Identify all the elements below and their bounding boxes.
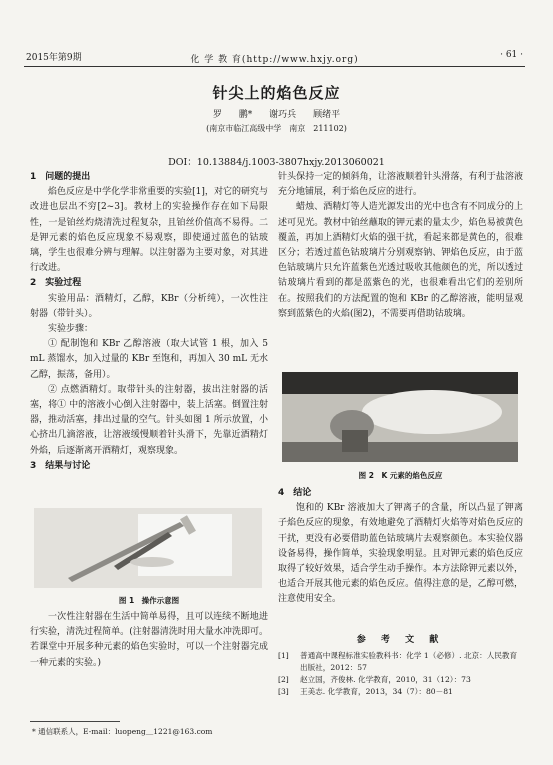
- reference-list: [278, 650, 523, 698]
- article-title: 针尖上的焰色反应: [212, 84, 341, 102]
- reference-number: [1]: [278, 651, 289, 660]
- reference-number: [3]: [278, 687, 289, 696]
- step-2-paragraph: ② 点燃酒精灯。取带针头的注射器，拔出注射器的活塞，将① 中的溶液小心倒入注射器中，装上活塞。倒置注射器，推动活塞，排出过量的空气。针头如图 1 所示放置，小心挤出几滴溶液，让溶液缓慢顺着针头滑下，先靠近酒精灯外焰，后逐渐离开酒精灯，观察现象。: [30, 384, 268, 456]
- discussion-paragraph: 蜡烛、酒精灯等人造光源发出的光中也含有不同成分的上述可见光。教材中铂丝蘸取的钾元素的量太少，焰色易被黄色覆盖，再加上酒精灯火焰的强干扰，看起来都是黄色的，很难区分；若透过蓝色钴玻璃片分别观察钠、钾焰色反应，由于蓝色钴玻璃片只允许蓝紫色光透过吸收其他颜色的光，所以透过钴玻璃片看到的都是蓝紫色的光，也很难看出它们的差别所在。按照我们的方法配置的饱和 KBr 的乙醇溶液，能明显观察到蓝紫色的火焰(图2)，不需要再借助钴玻璃。: [278, 202, 523, 319]
- author-2: 谢巧兵: [269, 110, 297, 120]
- materials-paragraph: 实验用品：酒精灯，乙醇，KBr（分析纯），一次性注射器（带针头）。: [30, 293, 268, 319]
- steps-label: 实验步骤：: [48, 324, 94, 335]
- section-4-paragraph: 饱和的 KBr 溶液加大了钾离子的含量，所以凸显了钾离子焰色反应的现象，有效地避免了酒精灯火焰等对焰色反应的干扰，更没有必要借助蓝色钴玻璃片去观察颜色。本实验仪器设备易得，操作简单，实验现象明显。且对钾元素的焰色反应取得了较好效果，适合学生动手操作。本方法除钾元素以外，也适合开展其他元素的焰色反应。值得注意的是，乙醇可燃，注意使用安全。: [278, 503, 523, 605]
- left-column: [30, 170, 268, 474]
- syringe-illustration: [34, 508, 262, 588]
- right-column-lower: [278, 486, 523, 608]
- affiliation: (南京市临江高级中学 南京 211102): [206, 124, 347, 133]
- section-2-title: 2 实验过程: [30, 278, 82, 289]
- continued-paragraph: 针头保持一定的倾斜角，让溶液顺着针头滑落，有利于盐溶液充分地铺展，利于焰色反应的进行。: [278, 172, 523, 198]
- page-number: · 61 ·: [500, 50, 523, 60]
- left-column-lower: [30, 610, 268, 671]
- reference-item: [278, 674, 523, 686]
- flame-photo: [282, 372, 518, 462]
- journal-name: 化 学 教 育(http://www.hxjy.org): [190, 55, 359, 65]
- section-1-title: 1 问题的提出: [30, 172, 91, 182]
- reference-text: 王美志. 化学教育，2013，34（7）：80－81: [300, 687, 453, 696]
- author-list: [0, 107, 553, 120]
- issue-label: 2015年第9期: [26, 53, 82, 63]
- reference-text: 赵立国，齐俊林. 化学教育，2010，31（12）：73: [300, 675, 471, 684]
- footnote: * 通信联系人，E-mail：luopeng＿1221@163.com: [32, 727, 213, 736]
- reference-number: [2]: [278, 675, 289, 684]
- reference-item: [278, 686, 523, 698]
- figure-2-caption: 图 2 K 元素的焰色反应: [358, 471, 443, 480]
- doi: DOI：10.13884/j.1003-3807hxjy.2013060021: [168, 157, 385, 168]
- section-3-title: 3 结果与讨论: [30, 460, 91, 471]
- right-column: [278, 170, 523, 322]
- section-1-paragraph: 焰色反应是中学化学非常重要的实验[1]，对它的研究与改进也层出不穷[2~3]。教材上的实验操作存在如下局限性，一是铂丝灼烧清洗过程复杂，且铂丝价值高不易得。二是钾元素的焰色反应现象不易观察，即使通过蓝色的钴玻璃，学生也很难分辨与理解。以注射器为主要对象，对其进行改进。: [30, 187, 268, 274]
- figure-2-image: [282, 372, 518, 462]
- footnote-rule: [30, 721, 120, 722]
- figure-1-image: [34, 508, 262, 588]
- section-3-paragraph: 一次性注射器在生活中简单易得，且可以连续不断地进行实验，清洗过程简单。(注射器清洗时用大量水冲洗即可。若课堂中开展多种元素的焰色实验时，可以一个注射器完成一种元素的实验。): [30, 612, 268, 668]
- figure-1-caption: 图 1 操作示意图: [118, 596, 180, 605]
- header-rule: [24, 66, 525, 67]
- reference-text: 普通高中课程标准实验教科书：化学 1（必修）. 北京：人民教育出版社，2012：57: [300, 651, 518, 672]
- author-1: 罗 鹏*: [212, 110, 253, 120]
- section-4-title: 4 结论: [278, 488, 312, 498]
- references-title: 参 考 文 献: [356, 635, 445, 645]
- running-header: [26, 48, 523, 64]
- author-3: 顾绪平: [313, 110, 341, 120]
- step-1-paragraph: ① 配制饱和 KBr 乙醇溶液（取大试管 1 根，加入 5 mL 蒸馏水，加入过量的 KBr 至饱和，再加入 30 mL 无水乙醇，振荡，备用）。: [30, 339, 268, 380]
- reference-item: [278, 650, 523, 674]
